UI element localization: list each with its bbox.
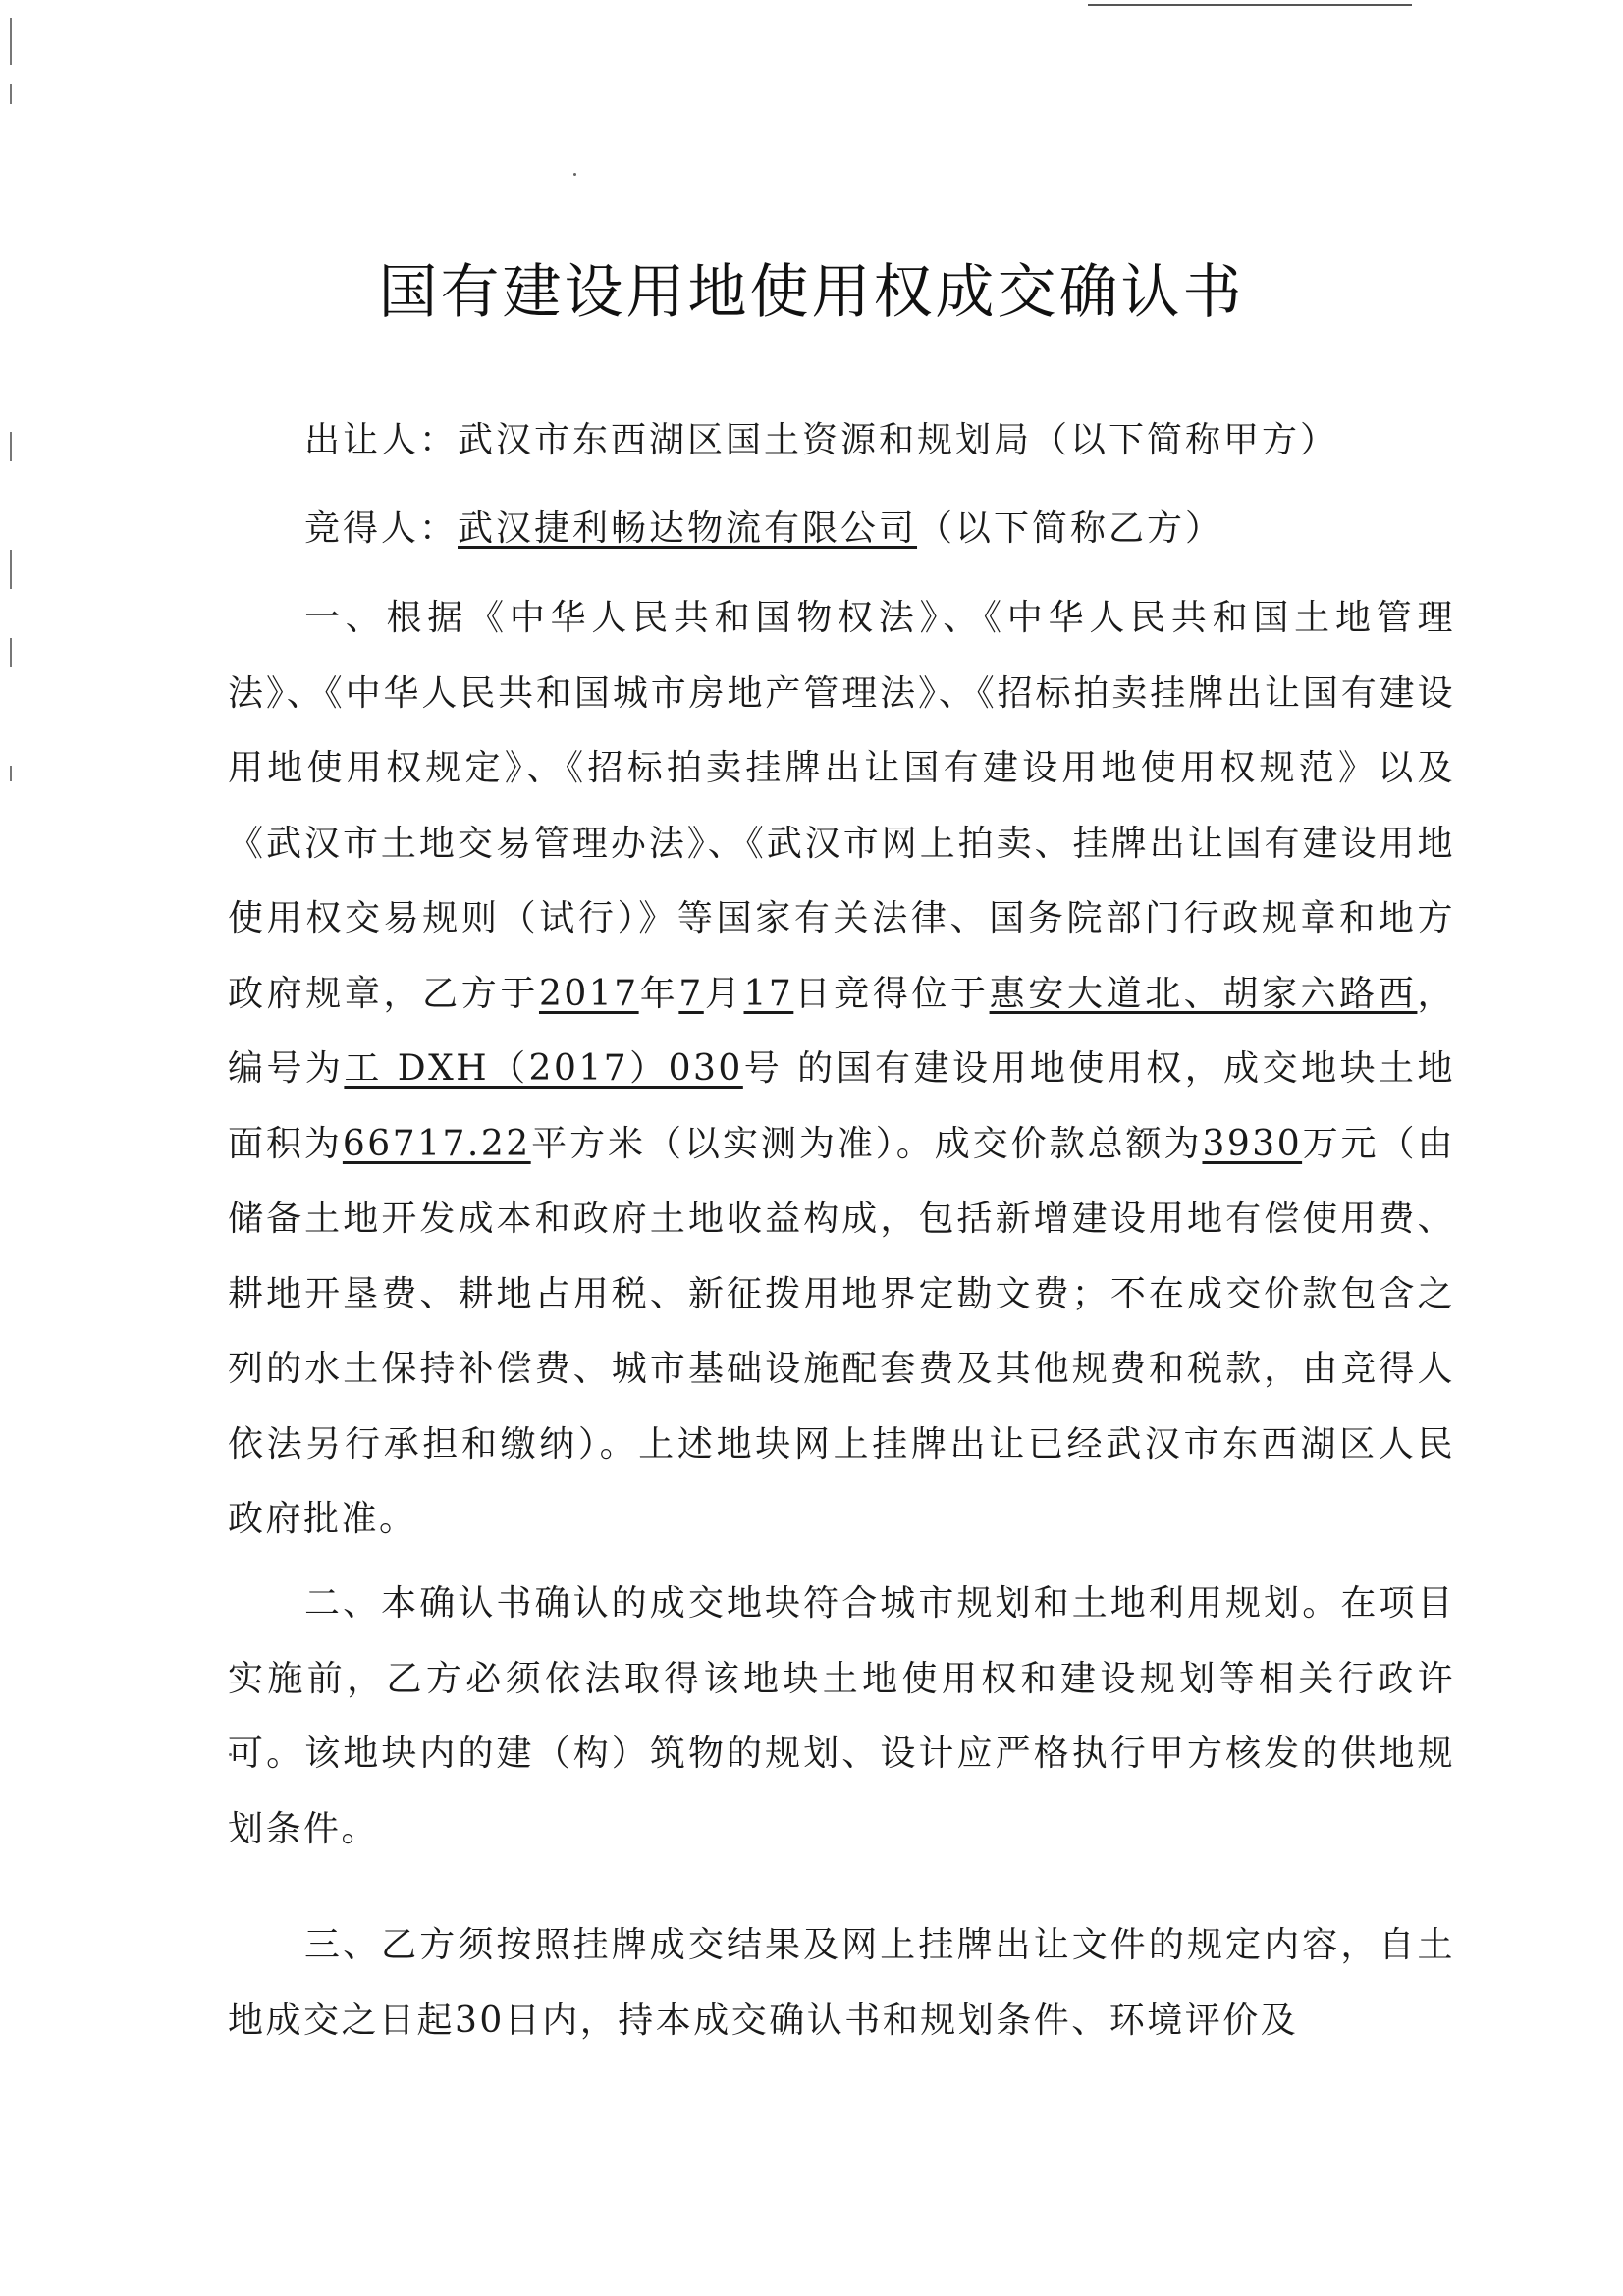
scan-edge-mark (10, 432, 12, 461)
scan-edge-mark (10, 550, 12, 589)
plot-location: 惠安大道北、胡家六路西 (989, 973, 1418, 1014)
plot-code: 工 DXH（2017）030 (344, 1048, 743, 1089)
transferor-label: 出让人： (304, 420, 459, 460)
scan-edge-mark (10, 18, 12, 65)
document-title: 国有建设用地使用权成交确认书 (378, 258, 1245, 327)
scan-edge-mark (10, 84, 12, 104)
code-prefix: ，编号为 (228, 973, 1455, 1089)
deal-price: 3930 (1202, 1123, 1303, 1164)
month-unit: 月 (703, 973, 744, 1014)
bidder-name: 武汉捷利畅达物流有限公司 (458, 508, 918, 549)
transferor-suffix: （以下简称甲方） (1032, 420, 1339, 460)
clause-two: 二、本确认书确认的成交地块符合城市规划和土地利用规划。在项目实施前，乙方必须依法取得该地块土地使用权和建设规划等相关行政许可。该地块内的建（构）筑物的规划、设计应严格执行甲方核发的供地规划条件。 (228, 1583, 1455, 1849)
price-text: 万元（由储备土地开发成本和政府土地收益构成，包括新增建设用地有偿使用费、耕地开垦费、耕地占用税、新征拨用地界定勘文费；不在成交价款包含之列的水土保持补偿费、城市基础设施配套费及其他规费和税款，由竞得人依法另行承担和缴纳）。上述地块网上挂牌出让已经武汉市东西湖区人民政府批准。 (228, 1123, 1455, 1539)
year-unit: 年 (638, 973, 679, 1014)
scan-edge-mark (10, 766, 12, 781)
clause-one-intro: 一、根据《中华人民共和国物权法》、《中华人民共和国土地管理法》、《中华人民共和国城市房地产管理法》、《招标拍卖挂牌出让国有建设用地使用权规定》、《招标拍卖挂牌出让国有建设用地使用权规范》以及《武汉市土地交易管理办法》、《武汉市网上拍卖、挂牌出让国有建设用地使用权交易规则（试行）》等国家有关法律、国务院部门行政规章和地方政府规章，乙方于 (228, 598, 1455, 1014)
day-unit: 日竞得位于 (793, 973, 990, 1014)
transferor-line (304, 412, 1338, 462)
bidder-line (304, 501, 1223, 551)
clause-three: 三、乙方须按照挂牌成交结果及网上挂牌出让文件的规定内容，自土地成交之日起30日内，持本成交确认书和规划条件、环境评价及 (228, 1925, 1455, 2041)
scan-edge-mark (10, 638, 12, 667)
plot-area: 66717.22 (342, 1123, 531, 1164)
bidder-label: 竞得人： (304, 508, 459, 549)
deal-month: 7 (678, 973, 704, 1014)
area-text: 平方米（以实测为准）。成交价款总额为 (530, 1123, 1203, 1164)
scan-speck (573, 173, 576, 176)
deal-year: 2017 (538, 973, 639, 1014)
scan-edge-line (1088, 4, 1412, 6)
clause-one (228, 581, 1455, 1558)
deal-day: 17 (743, 973, 794, 1014)
right-text: 号 的国有建设用地使用权，成交地块土地面积为 (228, 1048, 1455, 1164)
bidder-suffix: （以下简称乙方） (917, 508, 1224, 549)
transferor-name: 武汉市东西湖区国土资源和规划局 (458, 420, 1033, 460)
